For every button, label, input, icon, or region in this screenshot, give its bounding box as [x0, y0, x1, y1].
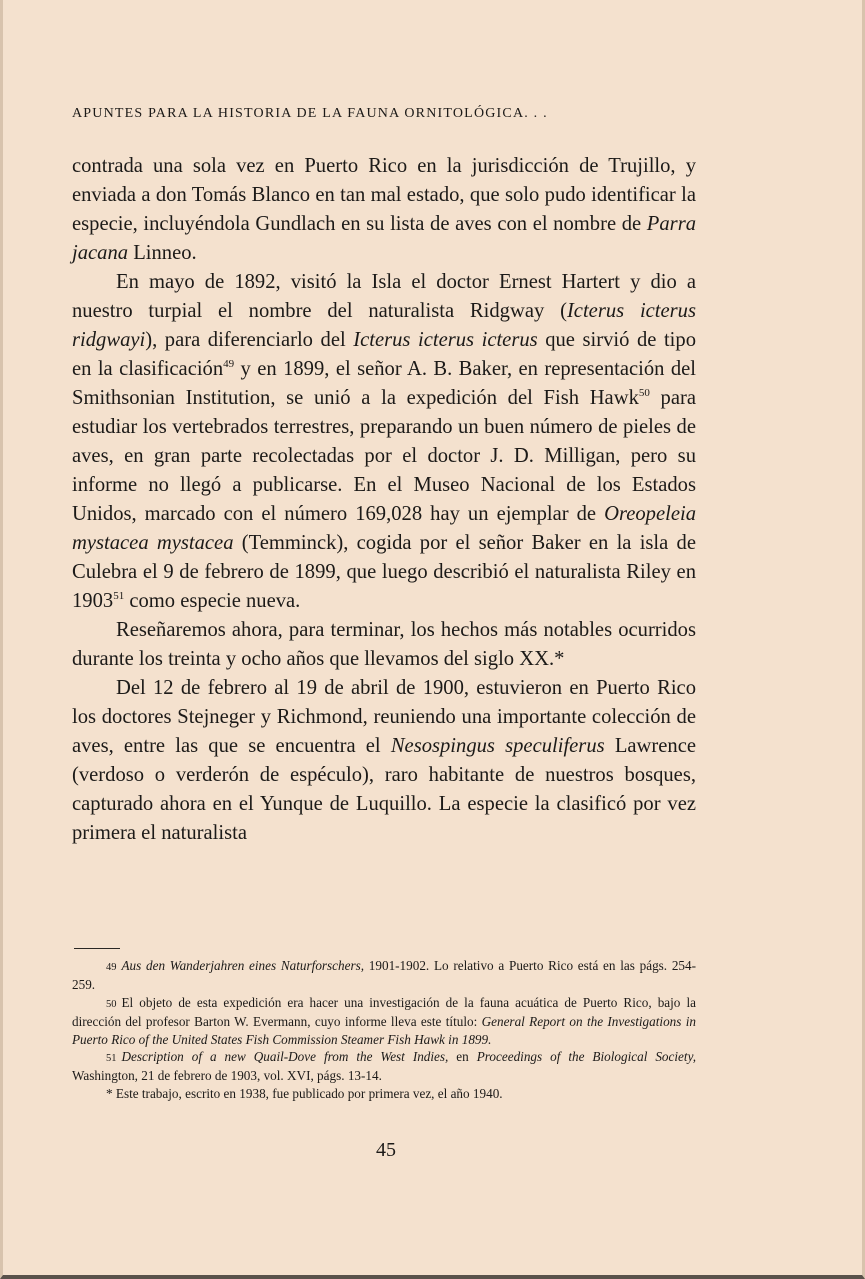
page-number: 45 — [376, 1139, 396, 1161]
footnotes — [72, 957, 696, 1102]
species-name: Nesospingus speculiferus — [390, 735, 605, 757]
footnote-divider — [74, 948, 120, 949]
footnote-49: 49 Aus den Wanderjahren eines Naturforschers, 1901-1902. Lo relativo a Puerto Rico está en las págs. 254-259. — [72, 958, 697, 993]
species-name: Icterus icterus icterus — [353, 329, 538, 351]
paragraph-2: En mayo de 1892, visitó la Isla el doctor Ernest Hartert y dio a nuestro turpial el nombre del naturalista Ridgway (Icterus icterus ridgwayi), para diferenciarlo del Icterus icterus icterus que sirvió de tipo en la clasificación$^{49}$ y en 1899, el señor A. B. Baker, en representación del Smithsonian Institution, se unió a la expedición del Fish Hawk$^{50}$ para estudiar los vertebrados terrestres, preparando un buen número de pieles de aves, en gran parte recolectadas por el doctor J. D. Milligan, pero su informe no llegó a publicarse. En el Museo Nacional de los Estados Unidos, marcado con el número 169,028 hay un ejemplar de Oreopeleia mystacea mystacea (Temminck), cogida por el señor Baker en la isla de Culebra el 9 de febrero de 1899, que luego describió el naturalista Riley en 1903$^{51}$ como especie nueva. — [72, 271, 696, 612]
footnote-ref-51: 51 — [113, 590, 125, 602]
main-text — [72, 152, 696, 848]
species-name: Icterus icterus ridgwayi — [72, 300, 696, 351]
species-name: Oreopeleia mystacea mystacea — [72, 503, 696, 554]
footnote-50: 50 El objeto de esta expedición era hacer una investigación de la fauna acuática de Puerto Rico, bajo la dirección del profesor Barton W. Evermann, cuyo informe lleva este título: General Report on the Investigations in Puerto Rico of the United States Fish Commission Steamer Fish Hawk in 1899. — [72, 994, 696, 1047]
paragraph-3: Reseñaremos ahora, para terminar, los hechos más notables ocurridos durante los treinta y ocho años que llevamos del siglo XX.* — [72, 619, 696, 670]
species-name: Parra jacana — [72, 213, 696, 264]
running-header: APUNTES PARA LA HISTORIA DE LA FAUNA ORNITOLÓGICA. . . — [72, 106, 548, 121]
paragraph-1: contrada una sola vez en Puerto Rico en la jurisdicción de Trujillo, y enviada a don Tomás Blanco en tan mal estado, que solo pudo identificar la especie, incluyéndola Gundlach en su lista de aves con el nombre de Parra jacana Linneo. — [72, 155, 696, 264]
footnote-ref-49: 49 — [223, 358, 235, 370]
paragraph-4: Del 12 de febrero al 19 de abril de 1900, estuvieron en Puerto Rico los doctores Stejneger y Richmond, reuniendo una importante colección de aves, entre las que se encuentra el Nesospingus speculiferus Lawrence (verdoso o verderón de espéculo), raro habitante de nuestros bosques, capturado ahora en el Yunque de Luquillo. La especie la clasificó por vez primera el naturalista — [72, 677, 696, 844]
footnote-star: * Este trabajo, escrito en 1938, fue publicado por primera vez, el año 1940. — [106, 1085, 503, 1101]
footnote-51: 51 Description of a new Quail-Dove from the West Indies, en Proceedings of the Biological Society, Washington, 21 de febrero de 1903, vol. XVI, págs. 13-14. — [72, 1049, 696, 1084]
footnote-ref-50: 50 — [638, 387, 650, 399]
